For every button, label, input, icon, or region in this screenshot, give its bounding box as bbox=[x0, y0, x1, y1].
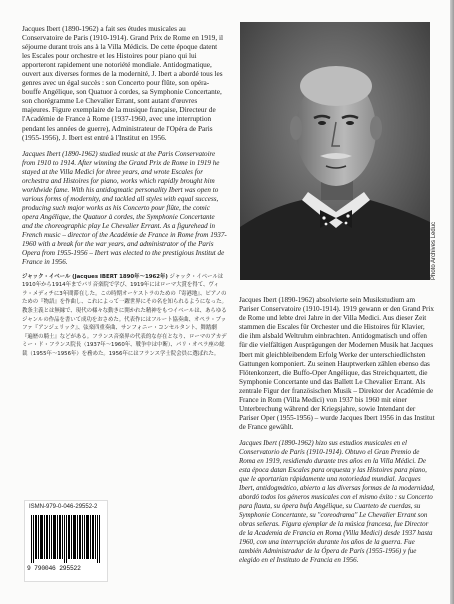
ismn-number: ISMN-979-0-046-29552-2 bbox=[29, 504, 98, 510]
japanese-heading: ジャック・イベール (Jacques IBERT 1890年〜1962年) bbox=[22, 273, 168, 280]
barcode-digits: 9 790046 295522 bbox=[27, 565, 81, 572]
japanese-body: ジャック・イベールは1910年から1914年までパリ音楽院で学び、1919年にはローマ大賞を得て、ヴィラ・メディチに3年間滞在した。この時期オーケストラのための『寄港地』、ピアノのための『物語』を作曲し、これによって一躍世界にその名を知られるようになった。教条主義とは無縁で、現代の様々な動きに開かれた精神をもつイベールは、あらゆるジャンルの作品を書いて成功をおさめた。代表作にはフルート協奏曲、オペラ・ブッファ『アンジェリック』、弦楽四重奏曲、サンフォニー・コンセルタント、舞踏劇『遍歴の騎士』などがある。フランス音楽界の代表的な存在となり、ローマのアカデミー・ド・フランス院長（1937年〜1960年、戦争中は中断）、パリ・オペラ座の総裁（1955年〜1956年）を務めた。1956年にはフランス学士院会員に選ばれた。 bbox=[22, 273, 227, 357]
page-edge bbox=[450, 0, 454, 604]
english-biography: Jacques Ibert (1890-1962) studied music at the Paris Conservatoire from 1910 to 1914. After winning the Grand Prix de Rome in 1919 he stayed at the Villa Medici for three years, and wrote Escales for orchestra and Histoires for piano, works which rapidly brought him worldwide fame. With his antidogmatic personality Ibert was open to various forms of modernity, and tackled all styles with equal success, producing such major works as his Concerto pour flûte, the comic opera Angélique, the Quatuor à cordes, the Symphonie Concertante and the choreographic play Le Chevalier Errant. As a figurehead in French music – director of the Académie de France in Rome from 1937-1960 with a break for the war years, and administrator of the Paris Opera from 1955-1956 – Ibert was elected to the prestigious Institut de France in 1956. bbox=[22, 149, 227, 266]
french-biography: Jacques Ibert (1890-1962) a fait ses études musicales au Conservatoire de Paris (1910-1914). Grand Prix de Rome en 1919, il séjourne durant trois ans à la Villa Médicis. De cette époque datent les Escales pour orchestre et les Histoires pour piano qui lui apporteront rapidement une notoriété mondiale. Antidogmatique, ouvert aux diverses formes de la modernité, J. Ibert a abordé tous les genres avec un égal succès : son Concerto pour flûte, son opéra-bouffe Angélique, son Quatuor à cordes, sa Symphonie Concertante, son chorégramme Le Chevalier Errant, sont autant d'œuvres majeures. Figure exemplaire de la musique française, Directeur de l'Académie de France à Rome (1937-1960, avec une interruption pendant les années de guerre), Administrateur de l'Opéra de Paris (1955-1956), J. Ibert est entré à l'Institut en 1956. bbox=[22, 24, 224, 142]
left-column bbox=[22, 24, 227, 359]
barcode-icon bbox=[31, 515, 101, 563]
spanish-biography: Jacques Ibert (1890-1962) hizo sus estudios musicales en el Conservatorio de París (1910-1914). Obtuvo el Gran Premio de Roma en 1919, residiendo durante tres años en la Villa Médici. De esta época datan Escales para orquesta y las Histoires para piano, que le aportarían rápidamente una notoriedad mundial. Jacques Ibert, antidogmático, abierto a las diversas formas de la modernidad, abordó todos los géneros musicales con el mismo éxito : su Concerto para flauta, su ópera bufa Angélique, su Cuarteto de cuerdas, su Symphonie Concertante, su "coreodrama" Le Chevalier Errant son obras señeras. Figura ejemplar de la música francesa, fue Director de la Academia de Francia en Roma (Villa Medici) desde 1937 hasta 1960, con una interrupción durante los años de la guerra. Fue también Administrador de la Ópera de París (1955-1956) y fue elegido en el Instituto de Francia en 1956. bbox=[239, 439, 435, 564]
barcode-label bbox=[24, 500, 108, 582]
german-biography: Jacques Ibert (1890-1962) absolvierte sein Musikstudium am Pariser Conservatoire (1910-1914). 1919 gewann er den Grand Prix de Rome und lebte drei Jahre in der Villa Medici. Aus dieser Zeit stammen die Escales für Orchester und die Histoires für Klavier, die ihm alsbald Weltruhm einbrachten. Antidogmatisch und offen für die vielfältigen Ausprägungen der Modernen Musik hat Jacques Ibert mit gleichbleibendem Erfolg Werke der unterschiedlichsten Gattungen komponiert. Zu seinen Hauptwerken zählen ebenso das Flötenkonzert, die Buffo-Oper Angélique, das Streichquartett, die Symphonie Concertante und das Ballett Le Chevalier Errant. Als zentrale Figur der französischen Musik – Direktor der Académie de France in Rom (Villa Medici) von 1937 bis 1960 mit einer Unterbrechung während der Kriegsjahre, sowie Intendant der Pariser Oper (1955-1956) – wurde Jacques Ibert 1956 in das Institut de France gewählt. bbox=[239, 296, 435, 432]
right-column bbox=[239, 240, 435, 565]
japanese-biography bbox=[22, 273, 227, 359]
photo-credit-text: Photo Archives Leduc bbox=[431, 221, 437, 280]
